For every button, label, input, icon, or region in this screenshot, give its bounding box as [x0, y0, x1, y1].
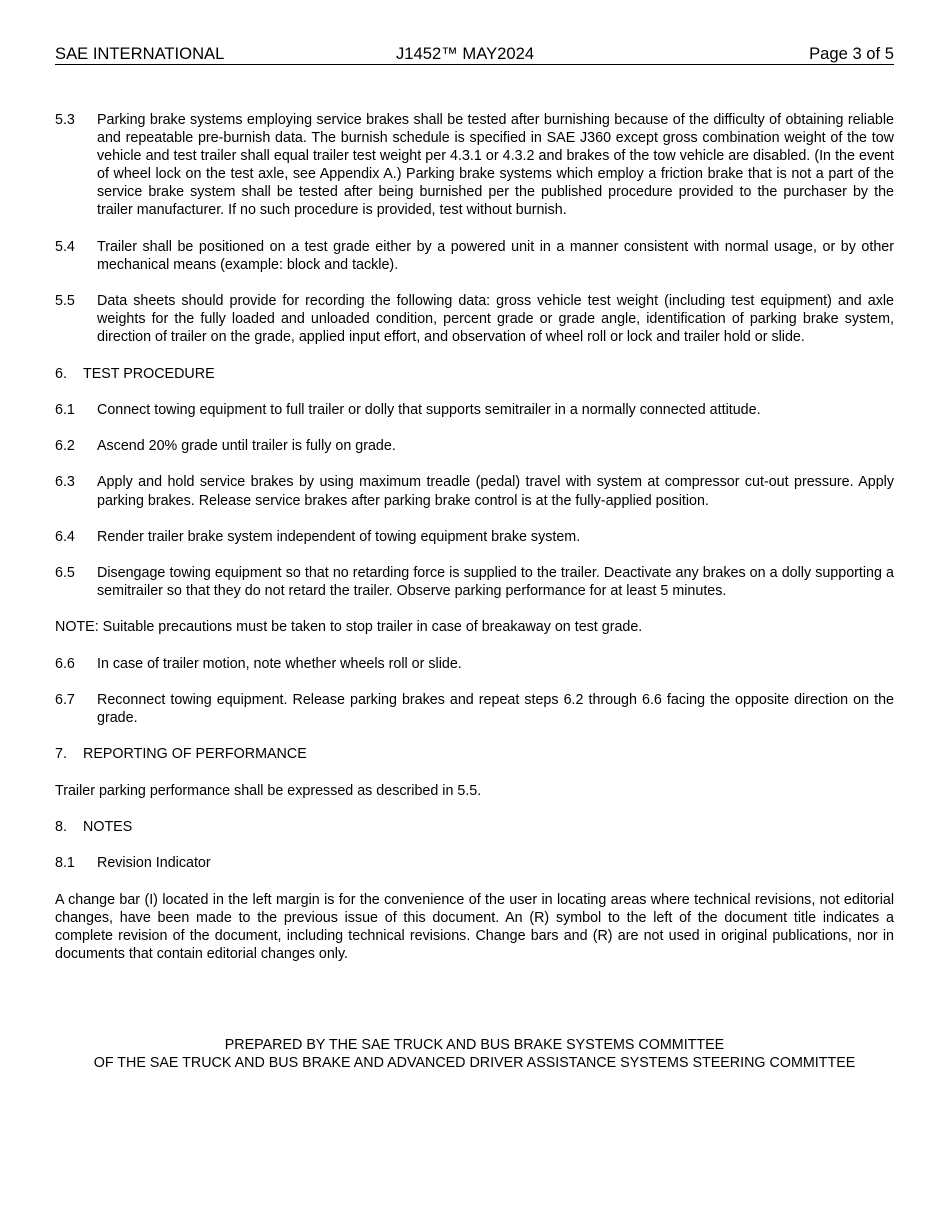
- section-6-2: [55, 437, 894, 455]
- section-number: 8.1: [55, 855, 75, 872]
- section-5-3: [55, 111, 894, 220]
- section-text: Ascend 20% grade until trailer is fully on grade.: [97, 438, 396, 455]
- heading-number: 7.: [55, 746, 67, 763]
- section-text: Disengage towing equipment so that no retarding force is supplied to the trailer. Deactivate any brakes on a dolly supporting a semitrailer so that they do not retard the trailer. Observe parking performance for at least 5 minutes.: [97, 565, 894, 600]
- note-text: NOTE: Suitable precautions must be taken to stop trailer in case of breakaway on test grade.: [55, 619, 643, 636]
- section-7-text: Trailer parking performance shall be expressed as described in 5.5.: [55, 782, 482, 799]
- section-number: 6.2: [55, 438, 75, 455]
- section-6-6: [55, 655, 894, 673]
- section-text: Data sheets should provide for recording the following data: gross vehicle test weight (including test equipment) and axle weights for the fully loaded and unloaded condition, percent grade or grade angle, identification of parking brake system, direction of trailer on the grade, applied input effort, and observation of wheel roll or lock and trailer hold or slide.: [97, 293, 894, 346]
- section-6-3: [55, 473, 894, 509]
- heading-title: TEST PROCEDURE: [83, 365, 215, 382]
- heading-notes: [55, 818, 894, 836]
- header-org: SAE INTERNATIONAL: [55, 44, 225, 63]
- section-text: Connect towing equipment to full trailer or dolly that supports semitrailer in a normally connected attitude.: [97, 401, 761, 418]
- heading-title: REPORTING OF PERFORMANCE: [83, 746, 307, 763]
- committee-footer: [55, 1036, 894, 1072]
- section-text: Reconnect towing equipment. Release parking brakes and repeat steps 6.2 through 6.6 facing the opposite direction on the grade.: [97, 692, 894, 727]
- heading-reporting-of-performance: [55, 745, 894, 763]
- section-8-1: [55, 854, 894, 872]
- section-number: 6.6: [55, 655, 75, 672]
- heading-test-procedure: [55, 365, 894, 383]
- section-5-5: [55, 292, 894, 346]
- section-number: 6.3: [55, 474, 75, 491]
- section-number: 5.4: [55, 238, 75, 255]
- section-text: Trailer shall be positioned on a test grade either by a powered unit in a manner consistent with normal usage, or by other mechanical means (example: block and tackle).: [97, 238, 894, 273]
- section-6-5: [55, 564, 894, 600]
- section-6-7: [55, 691, 894, 727]
- footer-line-2: OF THE SAE TRUCK AND BUS BRAKE AND ADVANCED DRIVER ASSISTANCE SYSTEMS STEERING COMMITTEE: [93, 1055, 856, 1072]
- section-text: Revision Indicator: [97, 855, 211, 872]
- section-number: 6.4: [55, 528, 75, 545]
- heading-number: 6.: [55, 365, 67, 382]
- section-number: 5.3: [55, 112, 75, 128]
- section-text: Apply and hold service brakes by using maximum treadle (pedal) travel with system at compressor cut-out pressure. Apply parking brakes. Release service brakes after parking brake control is at the fully-applied position.: [97, 474, 894, 509]
- section-number: 6.1: [55, 401, 75, 418]
- page-header: [55, 44, 894, 65]
- section-number: 6.5: [55, 565, 75, 582]
- footer-line-1: PREPARED BY THE SAE TRUCK AND BUS BRAKE SYSTEMS COMMITTEE: [224, 1037, 725, 1053]
- document-body: [55, 111, 894, 981]
- section-text: Render trailer brake system independent of towing equipment brake system.: [97, 528, 581, 545]
- heading-title: NOTES: [83, 818, 133, 835]
- section-number: 6.7: [55, 692, 75, 709]
- section-text: Parking brake systems employing service brakes shall be tested after burnishing because of the difficulty of obtaining reliable and repeatable pre-burnish data. The burnish schedule is specified in SAE J360 except gross combination weight of the tow vehicle and test trailer shall equal trailer test weight per 4.3.1 or 4.3.2 and brakes of the tow vehicle are disabled. (In the event of wheel lock on the test axle, see Appendix A.) Parking brake systems which employ a friction brake that is not a part of the service brake system shall be tested after being burnished per the published procedure provided to the purchaser by the trailer manufacturer. If no such procedure is provided, test without burnish.: [97, 112, 894, 219]
- section-6-4: [55, 528, 894, 546]
- section-6-1: [55, 401, 894, 419]
- header-doc-id: J1452™ MAY2024: [396, 44, 535, 63]
- heading-number: 8.: [55, 818, 67, 835]
- section-number: 5.5: [55, 293, 75, 310]
- section-5-4: [55, 238, 894, 274]
- header-page-number: Page 3 of 5: [809, 44, 894, 63]
- revision-indicator-text: A change bar (I) located in the left margin is for the convenience of the user in locating areas where technical revisions, not editorial changes, have been made to the previous issue of this document. An (R) symbol to the left of the document title indicates a complete revision of the document, including technical revisions. Change bars and (R) are not used in original publications, nor in documents that contain editorial changes only.: [55, 891, 894, 962]
- section-text: In case of trailer motion, note whether wheels roll or slide.: [97, 655, 462, 672]
